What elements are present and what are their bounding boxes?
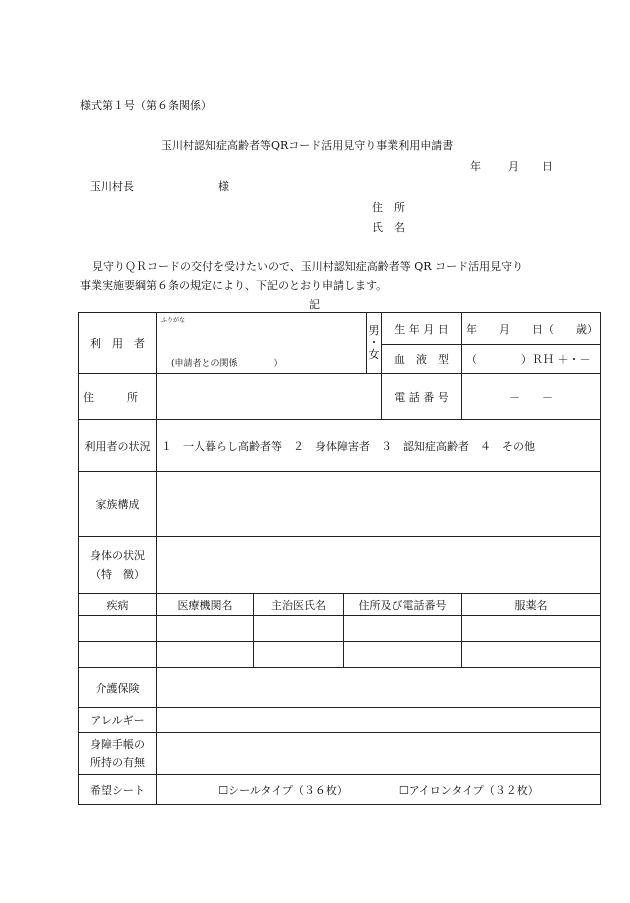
medical-row — [79, 642, 601, 668]
phone-value: － － — [509, 390, 554, 404]
address-label: 住 所 — [83, 390, 138, 404]
medical-header-disease: 疾病 — [79, 594, 157, 616]
birth-label-cell — [382, 313, 462, 345]
sheet-label-cell — [79, 775, 157, 805]
gender-female: 女 — [368, 348, 380, 361]
disability-sub-label: 所持の有無 — [90, 755, 145, 769]
checkbox-icon[interactable]: ☐ — [398, 783, 409, 797]
family-input-cell[interactable] — [157, 472, 601, 537]
address-input-cell[interactable] — [157, 374, 382, 420]
sheet-label: 希望シート — [90, 783, 145, 797]
body-status-sub-label: （特 徴） — [90, 568, 145, 581]
medical-header-institution: 医療機関名 — [157, 594, 254, 616]
date-month-label: 月 — [508, 160, 519, 173]
seal-type-label: シールタイプ（３６枚） — [228, 783, 348, 797]
sheet-options-cell — [157, 775, 601, 805]
medical-cell-institution[interactable] — [157, 616, 254, 642]
care-label-cell — [79, 668, 157, 708]
disability-label-cell — [79, 733, 157, 775]
disability-label: 身障手帳の — [90, 737, 145, 751]
user-label: 利 用 者 — [90, 337, 145, 350]
status-options-cell[interactable] — [157, 420, 601, 472]
medical-cell-institution[interactable] — [157, 642, 254, 668]
allergy-input-cell[interactable] — [157, 708, 601, 733]
relation-label: (申請者との関係 ） — [171, 359, 283, 369]
phone-value-cell[interactable] — [462, 374, 601, 420]
iron-type-label: アイロンタイプ（３２枚） — [408, 783, 539, 797]
blood-value-cell[interactable] — [462, 345, 601, 374]
birth-value-cell[interactable] — [462, 313, 601, 345]
medical-header-doctor: 主治医氏名 — [254, 594, 344, 616]
birth-value: 年 月 日（ 歳） — [466, 322, 599, 336]
blood-value: （ ）ＲＨ ＋・－ — [466, 353, 591, 366]
care-label: 介護保険 — [95, 681, 140, 695]
honorific: 様 — [218, 180, 229, 193]
family-label-cell — [79, 472, 157, 537]
medical-row — [79, 616, 601, 642]
medical-cell-address-phone[interactable] — [344, 616, 462, 642]
medical-header-address-phone: 住所及び電話番号 — [344, 594, 462, 616]
checkbox-icon[interactable]: ☐ — [218, 783, 229, 797]
application-table — [78, 312, 601, 805]
blood-label: 血 液 型 — [394, 353, 450, 366]
blood-label-cell — [382, 345, 462, 374]
disability-input-cell[interactable] — [157, 733, 601, 775]
application-statement-line1: 見守りＱＲコードの交付を受けたいので、玉川村認知症高齢者等 QR コード活用見守り — [92, 260, 524, 273]
allergy-label: アレルギー — [90, 714, 145, 727]
user-label-cell — [79, 313, 157, 374]
status-options: １ 一人暮らし高齢者等 ２ 身体障害者 ３ 認知症高齢者 ４ その他 — [161, 439, 535, 453]
address-label-cell — [79, 374, 157, 420]
medical-cell-doctor[interactable] — [254, 642, 344, 668]
ki-mark: 記 — [309, 298, 320, 311]
care-input-cell[interactable] — [157, 668, 601, 708]
medical-cell-doctor[interactable] — [254, 616, 344, 642]
gender-dot: ・ — [368, 336, 380, 349]
birth-label: 生 年 月 日 — [394, 322, 449, 336]
gender-male: 男 — [368, 324, 380, 337]
allergy-label-cell — [79, 708, 157, 733]
date-year-label: 年 — [470, 160, 481, 173]
applicant-address-label: 住 所 — [372, 201, 405, 214]
application-statement-line2: 事業実施要綱第６条の規定により、下記のとおり申請します。 — [80, 279, 388, 292]
body-status-label-cell — [79, 537, 157, 594]
body-status-label: 身体の状況 — [90, 549, 145, 562]
phone-label-cell — [382, 374, 462, 420]
furigana-label: ふりがな — [161, 317, 186, 324]
medical-header-medication: 服薬名 — [462, 594, 601, 616]
applicant-name-label: 氏 名 — [372, 221, 405, 234]
medical-cell-medication[interactable] — [462, 616, 601, 642]
form-title: 玉川村認知症高齢者等QRコード活用見守り事業利用申請書 — [161, 139, 454, 152]
seal-type-option[interactable] — [218, 784, 351, 797]
phone-label: 電 話 番 号 — [394, 390, 449, 404]
medical-cell-disease[interactable] — [79, 616, 157, 642]
medical-cell-disease[interactable] — [79, 642, 157, 668]
date-day-label: 日 — [542, 160, 553, 173]
status-label: 利用者の状況 — [84, 439, 151, 453]
form-number: 様式第１号（第６条関係） — [80, 99, 212, 112]
gender-cell[interactable] — [367, 313, 382, 374]
medical-cell-address-phone[interactable] — [344, 642, 462, 668]
medical-cell-medication[interactable] — [462, 642, 601, 668]
addressee: 玉川村長 — [90, 180, 134, 193]
user-name-cell[interactable] — [157, 313, 367, 374]
status-label-cell — [79, 420, 157, 472]
iron-type-option[interactable] — [399, 784, 539, 797]
family-label: 家族構成 — [95, 498, 140, 511]
body-status-input-cell[interactable] — [157, 537, 601, 594]
